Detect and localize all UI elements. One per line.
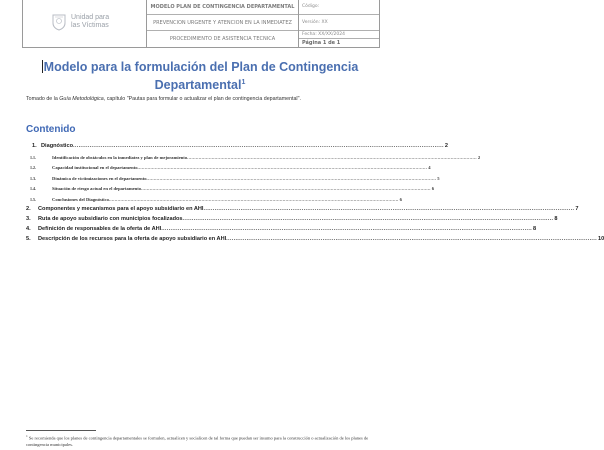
toc-entry-label: Diagnóstico	[41, 143, 74, 149]
toc-entry-page: 7	[575, 205, 579, 212]
toc-leader-dots: ........................................................................................................................................................................................................	[141, 186, 431, 191]
toc-leader-dots: ........................................................................................................................................................................................................	[182, 215, 554, 222]
toc-entry[interactable]	[26, 170, 440, 181]
toc-entry-number: 5.	[26, 235, 31, 242]
toc-entry-number: 1.4.	[30, 186, 36, 191]
toc-entry[interactable]	[26, 232, 604, 242]
toc-entry-number: 1.2.	[30, 165, 36, 170]
header-right-column	[299, 0, 379, 47]
toc-entry-page: 2	[477, 154, 481, 160]
toc-leader-dots: ........................................................................................................................................................................................................	[203, 205, 575, 212]
version-cell: Versión: XX	[299, 15, 379, 32]
toc-entry-number: 3.	[26, 215, 31, 222]
toc-leader-dots: ........................................................................................................................................................................................................	[187, 154, 477, 160]
toc-leader-dots: ........................................................................................................................................................................................................	[108, 196, 399, 202]
intro-guide-name: Guía Metodológica	[59, 96, 104, 102]
toc-entry-label: Dinámica de victimizaciones en el departamento	[52, 175, 147, 181]
toc-entry[interactable]	[26, 222, 537, 232]
toc-entry-page: 6	[431, 186, 435, 191]
toc-leader-dots: ........................................................................................................................................................................................................	[161, 225, 533, 232]
toc-entry-page: 8	[533, 225, 537, 232]
toc-entry-page: 8	[554, 215, 558, 222]
title-text: Modelo para la formulación del Plan de Contingencia Departamental	[43, 60, 359, 93]
toc-entry[interactable]	[26, 139, 448, 149]
toc-entry-label: Componentes y mecanismos para el apoyo subsidiario en AHI	[38, 205, 204, 212]
toc-entry-number: 2.	[26, 205, 31, 212]
code-cell: Código:	[299, 0, 379, 15]
toc-entry-label: Identificación de obstáculos en la inmediatez y plan de mejoramiento	[52, 154, 188, 160]
doc-title-cell: MODELO PLAN DE CONTINGENCIA DEPARTAMENTAL	[147, 0, 298, 15]
toc-entry-page: 5	[437, 175, 440, 181]
footnote-text: Se recomienda que los planes de contingencia departamentales se formulen, actualicen y socialicen de tal forma que puedan ser insumo para la construcción o actualización de los planes de contingencia municipales.	[26, 435, 369, 447]
toc-leader-dots: ........................................................................................................................................................................................................	[137, 165, 428, 170]
toc-entry-number: 1.	[32, 143, 37, 149]
header-middle-column	[147, 0, 299, 47]
document-title[interactable]	[30, 60, 370, 93]
footnote-separator	[26, 430, 96, 431]
footnote-mark: 1	[26, 434, 28, 438]
table-of-contents	[26, 139, 604, 242]
logo-text	[71, 14, 109, 30]
footnote	[26, 433, 380, 448]
toc-leader-dots: ........................................................................................................................................................................................................	[146, 175, 437, 181]
toc-entry-label: Capacidad institucional en el departamento	[52, 165, 138, 170]
toc-entry-label: Definición de responsables de la oferta de AHI	[38, 225, 162, 232]
toc-entry-label: Descripción de los recursos para la oferta de apoyo subsidiario en AHI	[38, 235, 227, 242]
logo-cell	[23, 0, 147, 47]
toc-entry-label: Ruta de apoyo subsidiario con municipios focalizados	[38, 215, 183, 222]
toc-leader-dots: ........................................................................................................................................................................................................	[73, 143, 444, 149]
toc-entry-number: 4.	[26, 225, 31, 232]
title-footnote-ref[interactable]: 1	[241, 79, 246, 86]
toc-entry[interactable]	[26, 181, 435, 192]
toc-entry-page: 10	[598, 235, 604, 242]
intro-paragraph	[26, 95, 376, 103]
subtitle-cell: PREVENCION URGENTE Y ATENCION EN LA INMEDIATEZ	[147, 15, 298, 32]
page-cell: Página 1 de 1	[302, 40, 341, 47]
document-header-table	[22, 0, 380, 48]
toc-entry-page: 2	[444, 143, 448, 149]
procedure-cell: PROCEDIMIENTO DE ASISTENCIA TECNICA	[169, 36, 276, 43]
text-cursor	[42, 60, 43, 73]
intro-pre: Tomado de la	[26, 96, 60, 102]
toc-entry-number: 1.5.	[30, 196, 36, 202]
toc-entry[interactable]	[26, 149, 481, 160]
toc-entry-number: 1.3.	[30, 175, 36, 181]
toc-entry[interactable]	[26, 191, 402, 202]
logo-line-1: Unidad para	[71, 14, 110, 21]
toc-entry-label: Conclusiones del Diagnóstico	[52, 196, 109, 202]
logo-line-2: las Víctimas	[71, 22, 109, 29]
intro-post: , capítulo "Pautas para formular o actualizar el plan de contingencia departamental".	[103, 96, 301, 102]
toc-entry[interactable]	[26, 202, 579, 212]
toc-entry[interactable]	[26, 160, 431, 171]
toc-entry-page: 6	[399, 196, 402, 202]
toc-leader-dots: ........................................................................................................................................................................................................	[226, 235, 597, 242]
contents-heading: Contenido	[26, 124, 76, 135]
date-cell: Fecha: XX/XX/2024	[299, 31, 379, 39]
toc-entry-page: 4	[428, 165, 431, 170]
colombia-shield-icon	[51, 13, 67, 31]
toc-entry-label: Situación de riesgo actual en el departamento	[52, 186, 142, 191]
toc-entry-number: 1.1.	[30, 154, 36, 160]
toc-entry[interactable]	[26, 212, 558, 222]
